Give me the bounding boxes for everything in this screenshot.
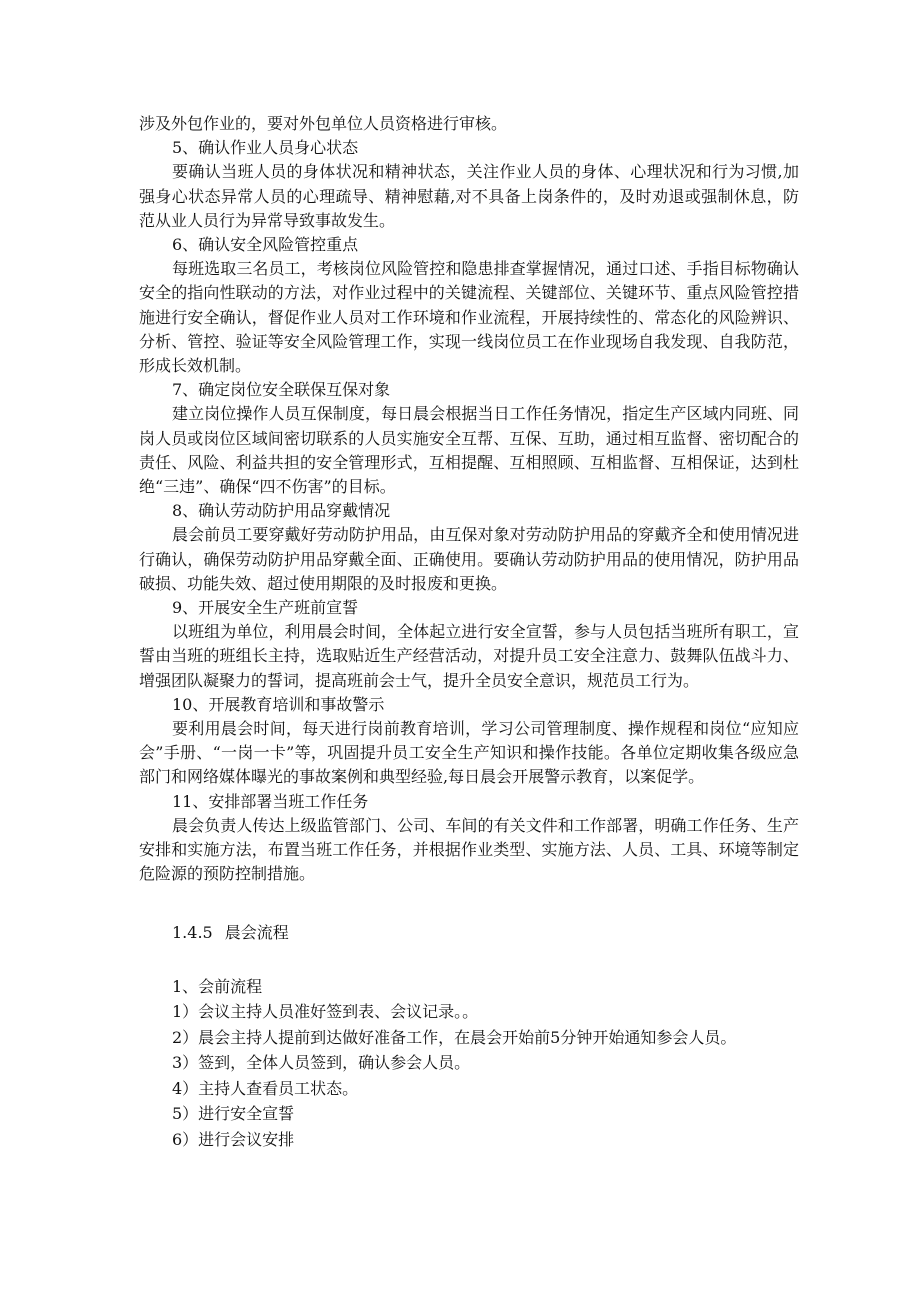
item-5-body: 要确认当班人员的身体状况和精神状态，关注作业人员的身体、心理状况和行为习惯,加强身心状态异常人员的心理疏导、精神慰藉,对不具备上岗条件的，及时劝退或强制休息，防范从业人员行为异常导致事故发生。 bbox=[139, 162, 799, 230]
spacer bbox=[139, 887, 799, 921]
spacer bbox=[139, 945, 799, 975]
item-6-heading: 6、确认安全风险管控重点 bbox=[172, 235, 359, 255]
flow-step-5: 5）进行安全宣誓 bbox=[172, 1104, 295, 1124]
item-7-body: 建立岗位操作人员互保制度，每日晨会根据当日工作任务情况，指定生产区域内同班、同岗人员或岗位区域间密切联系的人员实施安全互帮、互保、互助，通过相互监督、密切配合的责任、风险、利益共担的安全管理形式，互相提醒、互相照顾、互相监督、互相保证，达到杜绝“三违”、确保“四不伤害”的目标。 bbox=[139, 404, 799, 497]
item-9-body: 以班组为单位，利用晨会时间，全体起立进行安全宣誓，参与人员包括当班所有职工，宣誓由当班的班组长主持，选取贴近生产经营活动，对提升员工安全注意力、鼓舞队伍战斗力、增强团队凝聚力的誓词，提高班前会士气，提升全员安全意识，规范员工行为。 bbox=[139, 622, 799, 690]
flow-heading: 1、会前流程 bbox=[172, 976, 263, 996]
section-number: 1.4.5 bbox=[172, 922, 213, 942]
item-8-heading: 8、确认劳动防护用品穿戴情况 bbox=[172, 501, 391, 521]
item-11-body: 晨会负责人传达上级监管部门、公司、车间的有关文件和工作部署，明确工作任务、生产安排和实施方法，布置当班工作任务，并根据作业类型、实施方法、人员、工具、环境等制定危险源的预防控制措施。 bbox=[139, 815, 799, 884]
section-title: 晨会流程 bbox=[224, 922, 289, 942]
item-10-body: 要利用晨会时间，每天进行岗前教育培训，学习公司管理制度、操作规程和岗位“应知应会”手册、“一岗一卡”等，巩固提升员工安全生产知识和操作技能。各单位定期收集各级应急部门和网络媒体曝光的事故案例和典型经验,每日晨会开展警示教育，以案促学。 bbox=[139, 719, 799, 787]
item-6-body: 每班选取三名员工，考核岗位风险管控和隐患排查掌握情况，通过口述、手指目标物确认安全的指向性联动的方法，对作业过程中的关键流程、关键部位、关键环节、重点风险管控措施进行安全确认，督促作业人员对工作环境和作业流程，开展持续性的、常态化的风险辨识、分析、管控、验证等安全风险管理工作，实现一线岗位员工在作业现场自我发现、自我防范，形成长效机制。 bbox=[139, 259, 799, 376]
flow-step-6: 6）进行会议安排 bbox=[172, 1129, 295, 1149]
section-heading bbox=[139, 921, 799, 945]
item-8-body: 晨会前员工要穿戴好劳动防护用品，由互保对象对劳动防护用品的穿戴齐全和使用情况进行确认，确保劳动防护用品穿戴全面、正确使用。要确认劳动防护用品的使用情况，防护用品破损、功能失效、超过使用期限的及时报废和更换。 bbox=[139, 525, 799, 593]
document-body bbox=[139, 112, 799, 1152]
flow-step-3: 3）签到，全体人员签到，确认参会人员。 bbox=[172, 1053, 471, 1073]
flow-step-4: 4）主持人查看员工状态。 bbox=[172, 1078, 359, 1098]
flow-step-2: 2）晨会主持人提前到达做好准备工作，在晨会开始前5分钟开始通知参会人员。 bbox=[172, 1027, 737, 1047]
intro-tail-paragraph: 涉及外包作业的，要对外包单位人员资格进行审核。 bbox=[139, 114, 508, 133]
item-10-heading: 10、开展教育培训和事故警示 bbox=[172, 694, 385, 714]
item-11-heading: 11、安排部署当班工作任务 bbox=[172, 791, 369, 811]
item-7-heading: 7、确定岗位安全联保互保对象 bbox=[172, 380, 391, 400]
item-5-heading: 5、确认作业人员身心状态 bbox=[172, 138, 359, 158]
flow-step-1: 1）会议主持人员准好签到表、会议记录。。 bbox=[172, 1001, 479, 1021]
item-9-heading: 9、开展安全生产班前宣誓 bbox=[172, 598, 359, 618]
